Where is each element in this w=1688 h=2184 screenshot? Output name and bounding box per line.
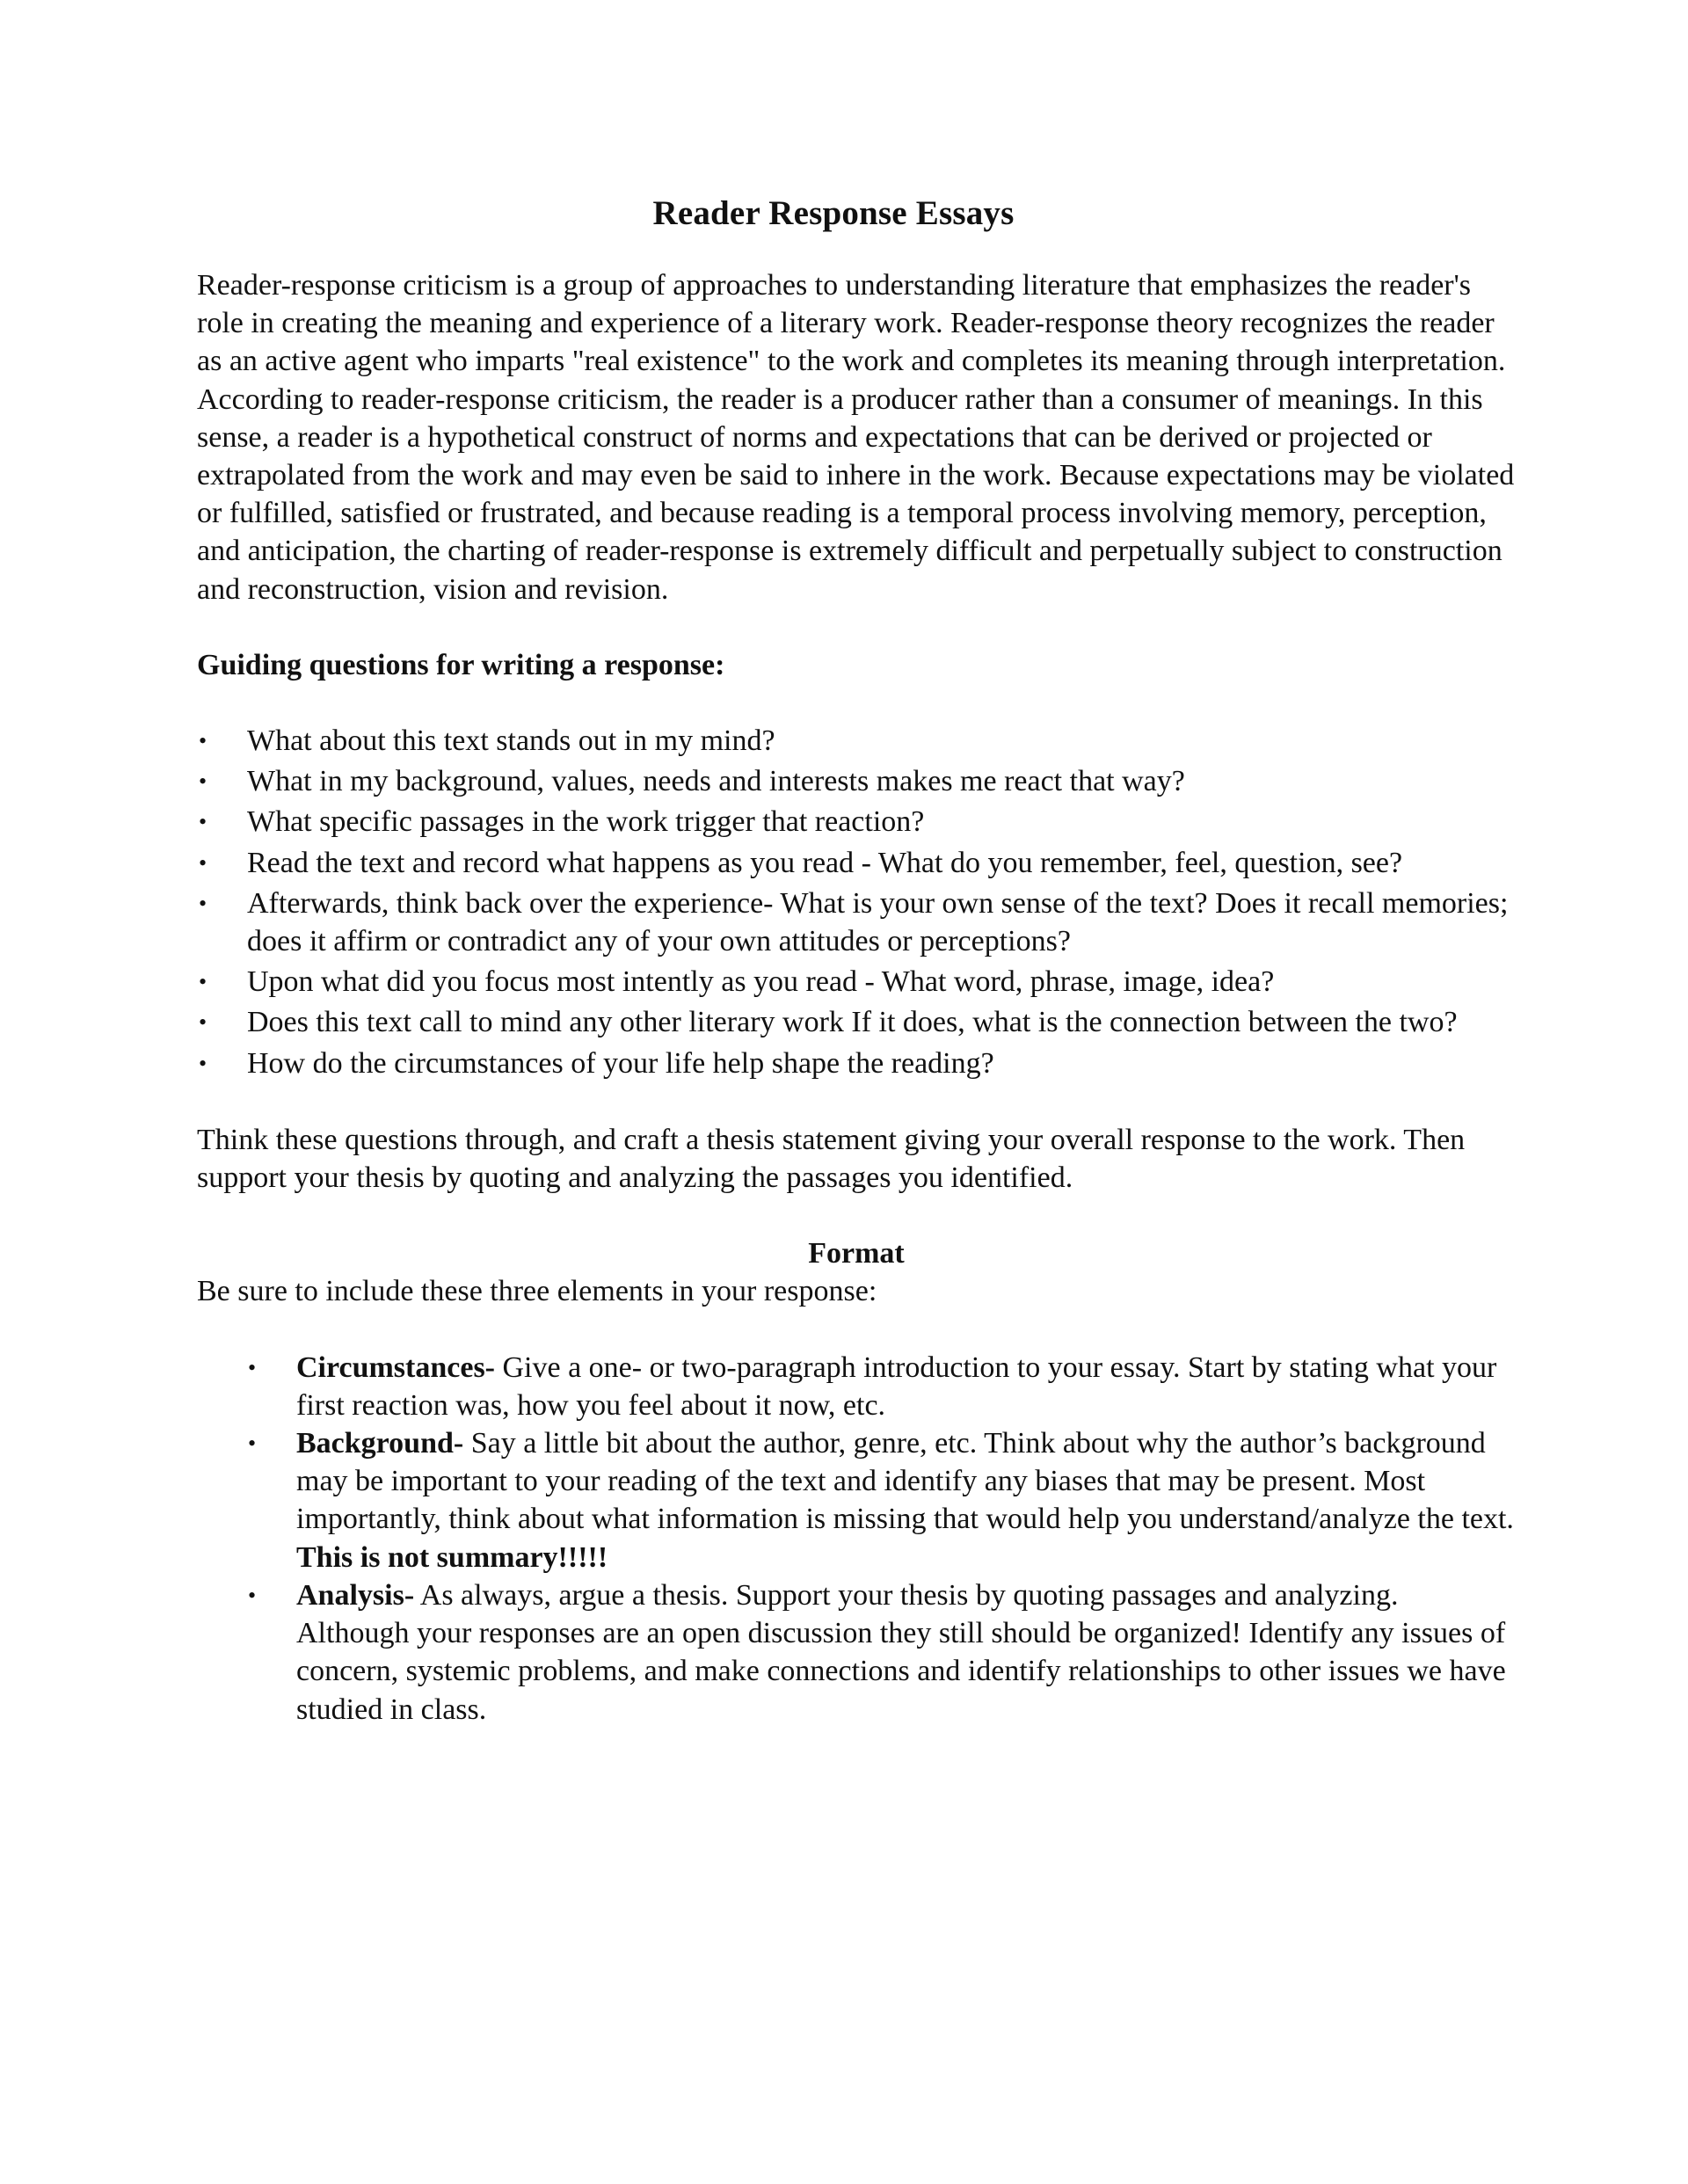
- list-item: [197, 803, 1516, 841]
- format-description: Say a little bit about the author, genre, etc. Think about why the author’s background may be important to your reading of the text and identify any biases that may be present. Most importantly, think about what information is missing that would help you understand/analyze the text.: [296, 1427, 1514, 1536]
- format-description: Give a one- or two-paragraph introduction to your essay. Start by stating what your first reaction was, how you feel about it now, etc.: [296, 1350, 1497, 1422]
- format-intro: Be sure to include these three elements in your response:: [197, 1275, 877, 1308]
- format-item-background: [197, 1424, 1516, 1576]
- format-item-analysis: [197, 1576, 1516, 1729]
- bullet-icon: •: [199, 809, 207, 835]
- guiding-questions-heading: Guiding questions for writing a response:: [197, 648, 725, 681]
- question-text: Upon what did you focus most intently as you read - What word, phrase, image, idea?: [247, 965, 1275, 999]
- question-text: Afterwards, think back over the experience- What is your own sense of the text? Does it recall memories; does it affirm or contradict any of your own attitudes or perceptions?: [247, 886, 1509, 958]
- list-item: [197, 722, 1516, 760]
- bullet-icon: •: [199, 849, 207, 876]
- format-elements-list: [197, 1349, 1516, 1729]
- bullet-icon: •: [199, 1009, 207, 1036]
- list-item: [197, 1045, 1516, 1082]
- format-description: As always, argue a thesis. Support your thesis by quoting passages and analyzing. Although your responses are an open discussion they still should be organized! Identify any issues of concern, systemic problems, and make connections and identify relationships to other issues we have studied in class.: [296, 1578, 1506, 1726]
- intro-paragraph: Reader-response criticism is a group of approaches to understanding literature that emphasizes the reader's role in creating the meaning and experience of a literary work. Reader-response theory recognizes the reader as an active agent who imparts "real existence" to the work and completes its meaning through interpretation. According to reader-response criticism, the reader is a producer rather than a consumer of meanings. In this sense, a reader is a hypothetical construct of norms and expectations that can be derived or projected or extrapolated from the work and may even be said to inhere in the work. Because expectations may be violated or fulfilled, satisfied or frustrated, and because reading is a temporal process involving memory, perception, and anticipation, the charting of reader-response is extremely difficult and perpetually subject to construction and reconstruction, vision and revision.: [197, 269, 1515, 606]
- bullet-icon: •: [248, 1431, 257, 1457]
- question-text: Read the text and record what happens as you read - What do you remember, feel, question, see?: [247, 846, 1403, 879]
- question-text: How do the circumstances of your life help shape the reading?: [247, 1046, 994, 1080]
- question-text: What about this text stands out in my mind?: [247, 724, 775, 758]
- bullet-icon: •: [199, 728, 207, 754]
- bullet-icon: •: [248, 1582, 257, 1608]
- bullet-icon: •: [199, 1050, 207, 1076]
- guiding-questions-list: [197, 722, 1516, 1082]
- format-term: Circumstances-: [296, 1350, 495, 1384]
- list-item: [197, 762, 1516, 800]
- list-item: [197, 963, 1516, 1001]
- question-text: What in my background, values, needs and interests makes me react that way?: [247, 765, 1185, 798]
- bullet-icon: •: [199, 890, 207, 916]
- format-term: Background-: [296, 1427, 464, 1460]
- list-item: [197, 885, 1516, 960]
- thesis-paragraph: Think these questions through, and craft a thesis statement giving your overall response to the work. Then support your thesis by quoting and analyzing the passages you identified.: [197, 1123, 1466, 1195]
- bullet-icon: •: [199, 768, 207, 795]
- bullet-icon: •: [248, 1354, 257, 1380]
- question-text: What specific passages in the work trigger that reaction?: [247, 805, 925, 839]
- list-item: [197, 844, 1516, 882]
- bullet-icon: •: [199, 969, 207, 995]
- document-page: [197, 193, 1516, 1729]
- list-item: [197, 1003, 1516, 1041]
- page-title: Reader Response Essays: [652, 194, 1015, 232]
- question-text: Does this text call to mind any other literary work If it does, what is the connection between the two?: [247, 1006, 1458, 1039]
- format-term: Analysis-: [296, 1578, 415, 1612]
- format-emphasis: This is not summary!!!!!: [296, 1540, 608, 1574]
- format-item-circumstances: [197, 1349, 1516, 1424]
- format-heading: Format: [808, 1237, 905, 1270]
